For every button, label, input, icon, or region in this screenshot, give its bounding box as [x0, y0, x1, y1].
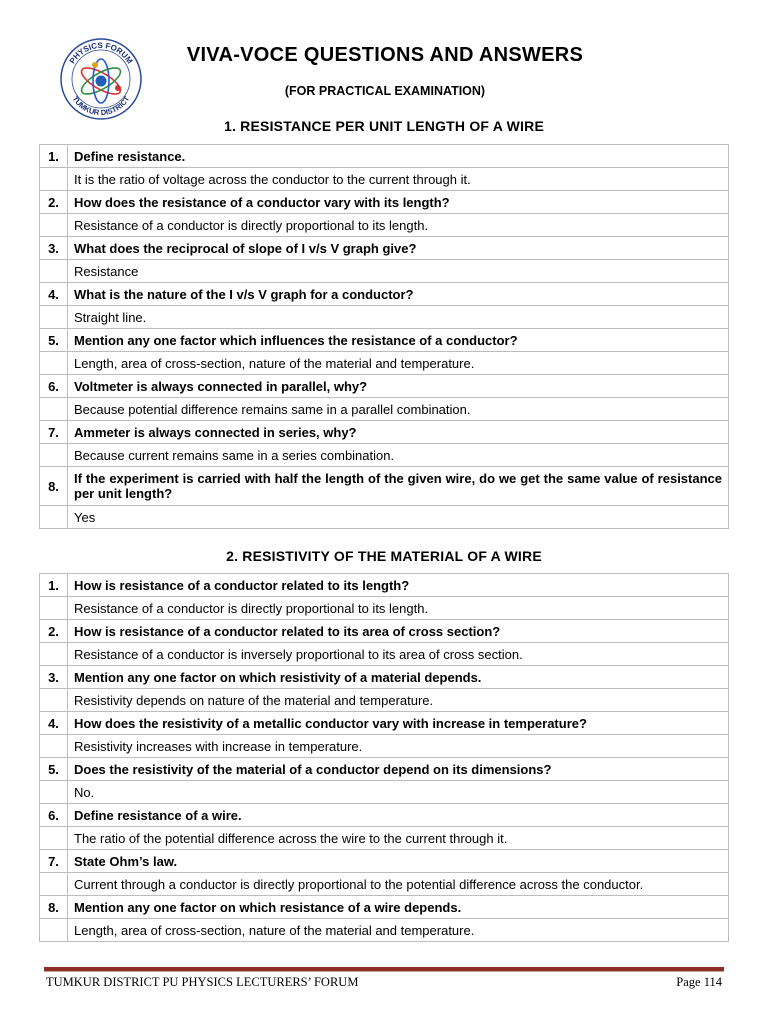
answer-text: Resistance of a conductor is directly proportional to its length.: [68, 214, 729, 237]
question-text: How is resistance of a conductor related to its length?: [68, 574, 729, 597]
question-number: 3.: [40, 237, 68, 260]
page-number: Page 114: [676, 975, 722, 989]
question-row: [40, 237, 729, 260]
question-text: Mention any one factor on which resistivity of a material depends.: [68, 666, 729, 689]
question-text: State Ohm’s law.: [68, 850, 729, 873]
question-number: 6.: [40, 804, 68, 827]
question-row: [40, 850, 729, 873]
section-title-1: 1. RESISTANCE PER UNIT LENGTH OF A WIRE: [224, 118, 544, 134]
answer-row: [40, 919, 729, 942]
qa-table-2: [39, 573, 729, 942]
question-number: 5.: [40, 329, 68, 352]
question-text: What is the nature of the I v/s V graph for a conductor?: [68, 283, 729, 306]
footer-divider: [44, 967, 724, 972]
answer-text: Yes: [68, 506, 729, 529]
question-row: [40, 375, 729, 398]
question-number: 4.: [40, 283, 68, 306]
footer-organization: TUMKUR DISTRICT PU PHYSICS LECTURERS’ FORUM: [46, 975, 359, 989]
question-row: [40, 421, 729, 444]
question-text: What does the reciprocal of slope of I v/s V graph give?: [68, 237, 729, 260]
question-row: [40, 191, 729, 214]
answer-row: [40, 873, 729, 896]
answer-text: Resistance: [68, 260, 729, 283]
answer-row: [40, 260, 729, 283]
svg-text:PHYSICS FORUM: PHYSICS FORUM: [67, 40, 135, 66]
answer-text: Because current remains same in a series combination.: [68, 444, 729, 467]
question-number: 7.: [40, 850, 68, 873]
answer-row: [40, 689, 729, 712]
question-row: [40, 283, 729, 306]
question-row: [40, 574, 729, 597]
question-number: 1.: [40, 574, 68, 597]
answer-row: [40, 643, 729, 666]
question-row: [40, 145, 729, 168]
answer-text: No.: [68, 781, 729, 804]
question-row: [40, 467, 729, 506]
answer-text: Resistivity depends on nature of the material and temperature.: [68, 689, 729, 712]
answer-text: It is the ratio of voltage across the conductor to the current through it.: [68, 168, 729, 191]
document-subtitle: (FOR PRACTICAL EXAMINATION): [284, 84, 486, 98]
question-row: [40, 896, 729, 919]
question-number: 3.: [40, 666, 68, 689]
question-number: 6.: [40, 375, 68, 398]
question-text: Mention any one factor on which resistance of a wire depends.: [68, 896, 729, 919]
question-text: How does the resistance of a conductor vary with its length?: [68, 191, 729, 214]
question-row: [40, 804, 729, 827]
question-text: How is resistance of a conductor related to its area of cross section?: [68, 620, 729, 643]
question-row: [40, 620, 729, 643]
question-number: 5.: [40, 758, 68, 781]
question-text: Define resistance.: [68, 145, 729, 168]
answer-row: [40, 352, 729, 375]
question-number: 1.: [40, 145, 68, 168]
answer-row: [40, 306, 729, 329]
answer-text: Length, area of cross-section, nature of the material and temperature.: [68, 919, 729, 942]
answer-row: [40, 444, 729, 467]
section-title-2: 2. RESISTIVITY OF THE MATERIAL OF A WIRE: [226, 548, 542, 564]
svg-text:TUMKUR DISTRICT: TUMKUR DISTRICT: [70, 94, 132, 118]
question-number: 8.: [40, 467, 68, 506]
answer-text: Because potential difference remains same in a parallel combination.: [68, 398, 729, 421]
question-number: 4.: [40, 712, 68, 735]
question-number: 2.: [40, 191, 68, 214]
question-text: If the experiment is carried with half the length of the given wire, do we get the same value of resistance per unit length?: [68, 467, 729, 506]
question-text: Mention any one factor which influences the resistance of a conductor?: [68, 329, 729, 352]
question-text: Ammeter is always connected in series, why?: [68, 421, 729, 444]
answer-text: Resistance of a conductor is inversely proportional to its area of cross section.: [68, 643, 729, 666]
answer-row: [40, 214, 729, 237]
question-number: 7.: [40, 421, 68, 444]
question-number: 8.: [40, 896, 68, 919]
document-title: VIVA-VOCE QUESTIONS AND ANSWERS: [186, 44, 584, 66]
qa-table-1: [39, 144, 729, 529]
answer-text: Current through a conductor is directly proportional to the potential difference across the conductor.: [68, 873, 729, 896]
answer-row: [40, 506, 729, 529]
question-text: Does the resistivity of the material of a conductor depend on its dimensions?: [68, 758, 729, 781]
answer-text: Straight line.: [68, 306, 729, 329]
question-text: Voltmeter is always connected in parallel, why?: [68, 375, 729, 398]
answer-row: [40, 827, 729, 850]
answer-row: [40, 597, 729, 620]
question-number: 2.: [40, 620, 68, 643]
question-row: [40, 712, 729, 735]
question-text: Define resistance of a wire.: [68, 804, 729, 827]
answer-row: [40, 735, 729, 758]
answer-text: Length, area of cross-section, nature of the material and temperature.: [68, 352, 729, 375]
answer-text: The ratio of the potential difference across the wire to the current through it.: [68, 827, 729, 850]
question-row: [40, 666, 729, 689]
answer-row: [40, 168, 729, 191]
answer-row: [40, 398, 729, 421]
answer-text: Resistance of a conductor is directly proportional to its length.: [68, 597, 729, 620]
answer-text: Resistivity increases with increase in temperature.: [68, 735, 729, 758]
question-text: How does the resistivity of a metallic conductor vary with increase in temperature?: [68, 712, 729, 735]
question-row: [40, 329, 729, 352]
question-row: [40, 758, 729, 781]
answer-row: [40, 781, 729, 804]
